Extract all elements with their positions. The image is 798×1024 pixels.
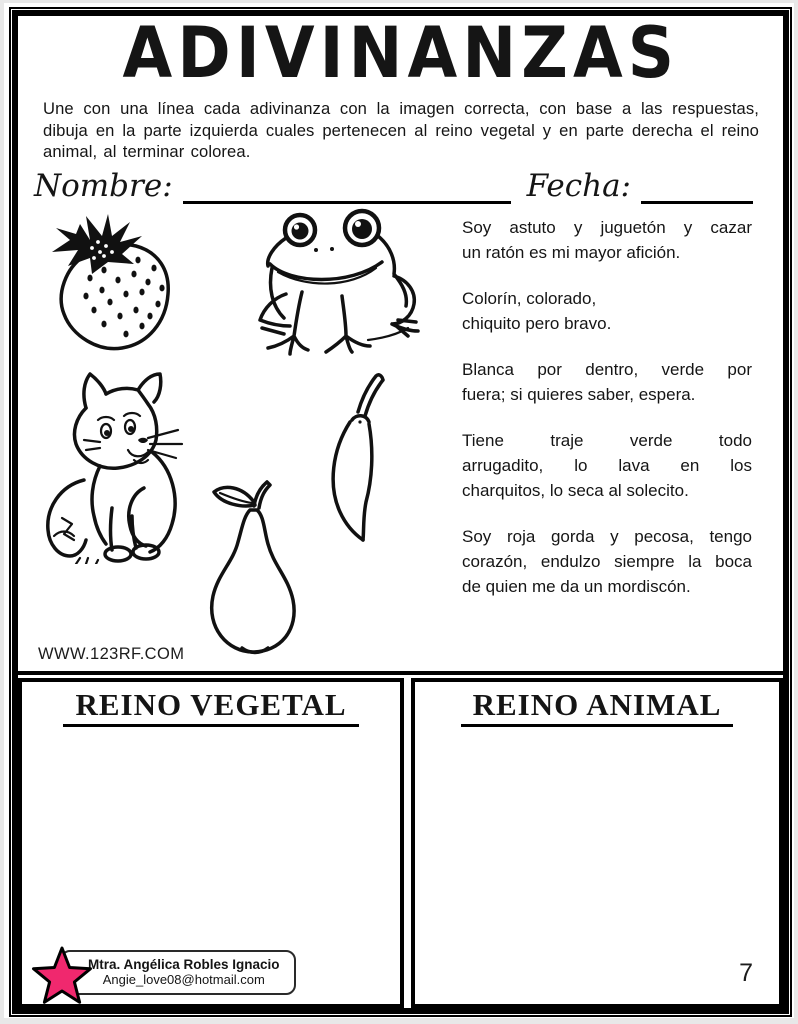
riddle-line: arrugadito, lo lava en los [462, 456, 752, 475]
riddle-line: charquitos, lo seca al solecito. [462, 481, 689, 500]
riddle-line: fuera; si quieres saber, espera. [462, 385, 696, 404]
riddle-line: Blanca por dentro, verde por [462, 360, 752, 379]
cat-image[interactable] [40, 368, 192, 564]
teacher-name: Mtra. Angélica Robles Ignacio [88, 957, 280, 972]
name-label: Nombre: [34, 168, 173, 204]
riddle-line: corazón, endulzo siempre la boca [462, 552, 752, 571]
date-blank-line[interactable] [641, 167, 753, 204]
chili-pepper-image[interactable] [322, 370, 388, 546]
frog-image[interactable] [250, 204, 420, 356]
header [18, 12, 783, 95]
riddles-list [462, 215, 752, 620]
riddle-line: chiquito pero bravo. [462, 314, 612, 333]
riddle-line: Soy roja gorda y pecosa, tengo [462, 527, 752, 546]
riddle-item[interactable] [462, 215, 752, 265]
instructions-text: Une con una línea cada adivinanza con la imagen correcta, con base a las respuestas, dibuja en la parte izquierda cuales pertenecen al reino vegetal y en parte derecha el reino animal, al terminar colorea. [43, 99, 759, 162]
riddle-item[interactable] [462, 357, 752, 407]
riddle-line: Tiene traje verde todo [462, 431, 752, 450]
page-title: ADIVINANZAS [122, 12, 679, 95]
star-icon [29, 943, 95, 1011]
riddle-line: Soy astuto y juguetón y cazar [462, 218, 752, 237]
reino-animal-box[interactable] [411, 678, 783, 1008]
page-number: 7 [739, 959, 753, 987]
date-label: Fecha: [526, 168, 631, 204]
teacher-credit-box [60, 950, 296, 995]
riddle-line: Colorín, colorado, [462, 289, 597, 308]
watermark-text: WWW.123RF.COM [38, 645, 185, 663]
name-date-row [34, 160, 753, 204]
riddle-item[interactable] [462, 286, 752, 336]
riddle-line: un ratón es mi mayor afición. [462, 243, 681, 262]
reino-vegetal-box[interactable] [18, 678, 404, 1008]
reino-vegetal-header [22, 687, 400, 727]
riddle-line: de quien me da un mordiscón. [462, 577, 691, 596]
reino-vegetal-title: REINO VEGETAL [63, 687, 358, 727]
section-divider-line [18, 671, 783, 675]
worksheet-sheet [4, 3, 794, 1018]
riddle-item[interactable] [462, 428, 752, 503]
reino-animal-title: REINO ANIMAL [461, 687, 734, 727]
reino-animal-header [415, 687, 779, 727]
name-blank-line[interactable] [183, 167, 511, 204]
worksheet-frame [12, 10, 789, 1014]
strawberry-image[interactable] [46, 212, 188, 354]
bottom-section [18, 671, 783, 1008]
riddle-item[interactable] [462, 524, 752, 599]
teacher-email: Angie_love08@hotmail.com [102, 972, 265, 987]
kingdom-boxes [18, 678, 783, 1008]
pear-image[interactable] [200, 478, 306, 660]
